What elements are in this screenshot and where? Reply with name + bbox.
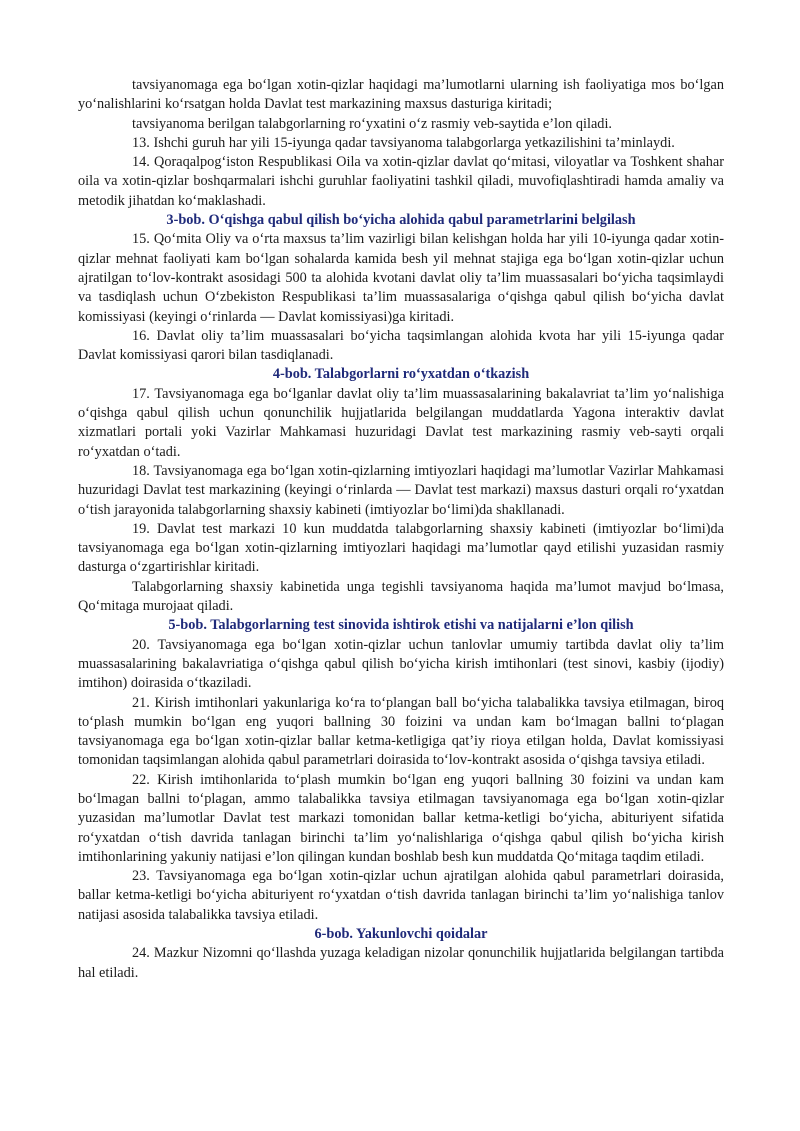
paragraph: 24. Mazkur Nizomni qo‘llashda yuzaga keladigan nizolar qonunchilik hujjatlarida belgilangan tartibda hal etiladi. (78, 945, 724, 981)
chapter-heading: 5-bob. Talabgorlarning test sinovida ishtirok etishi va natijalarni e’lon qilish (168, 617, 634, 634)
paragraph: tavsiyanomaga ega bo‘lgan xotin-qizlar haqidagi ma’lumotlarni ularning ish faoliyatiga mos bo‘lgan yo‘nalishlarini ko‘rsatgan holda Davlat test markazining maxsus dasturiga kiritadi; (78, 77, 724, 113)
paragraph: Talabgorlarning shaxsiy kabinetida unga tegishli tavsiyanoma haqida ma’lumot mavjud bo‘lmasa, Qo‘mitaga murojaat qiladi. (78, 578, 724, 615)
document-page (78, 76, 724, 983)
paragraph: 20. Tavsiyanomaga ega bo‘lgan xotin-qizlar uchun tanlovlar umumiy tartibda davlat oliy ta’lim muassasalarining bakalavriatiga o‘qishga qabul qilish bo‘yicha kirish imtihonlari (test sinovi, kasbiy (ijodiy) imtihon) doirasida o‘tkaziladi. (78, 636, 724, 692)
paragraph: 22. Kirish imtihonlarida to‘plash mumkin bo‘lgan eng yuqori ballning 30 foizini va undan kam bo‘lmagan ballni to‘plagan, ammo talabalikka tavsiya etilmagan tavsiyanomaga ega bo‘lgan xotin-qizlar yuzasidan ma’lumotlar Davlat test markazi tomonidan ballar ketma-ketligi bo‘yicha, abituriyent sifatida ro‘yxatdan o‘tish davrida tanlagan birinchi ta’lim yo‘nalishlariga o‘qishga qabul qilish bo‘yicha kirish imtihonlarining yakuniy natijasi e’lon qilingan kundan boshlab besh kun muddatda Qo‘mitaga taqdim etiladi. (78, 771, 724, 865)
paragraph: 17. Tavsiyanomaga ega bo‘lganlar davlat oliy ta’lim muassasalarining bakalavriat ta’lim yo‘nalishiga o‘qishga qabul qilish uchun qonunchilik hujjatlarida belgilangan muddatlarda Yagona interaktiv davlat xizmatlari portali yoki Vazirlar Mahkamasi huzuridagi Davlat test markazining rasmiy veb-sayti orqali ro‘yxatdan o‘tadi. (78, 385, 724, 460)
chapter-heading: 6-bob. Yakunlovchi qoidalar (314, 926, 488, 943)
paragraph: tavsiyanoma berilgan talabgorlarning ro‘yxatini o‘z rasmiy veb-saytida e’lon qiladi. (132, 115, 612, 132)
paragraph: 19. Davlat test markazi 10 kun muddatda talabgorlarning shaxsiy kabineti (imtiyozlar bo‘limi)da tavsiyanomaga ega bo‘lgan xotin-qizlarning imtiyozlari haqidagi ma’lumotlar qayd etilishi yuzasidan rasmiy dasturga o‘zgartirishlar kiritadi. (78, 520, 724, 576)
chapter-heading: 3-bob. O‘qishga qabul qilish bo‘yicha alohida qabul parametrlarini belgilash (166, 212, 636, 229)
paragraph: 21. Kirish imtihonlari yakunlariga ko‘ra to‘plangan ball bo‘yicha talabalikka tavsiya etilmagan, biroq to‘plash mumkin bo‘lgan eng yuqori ballning 30 foizini va undan kam bo‘lmagan ballni to‘plagan tavsiyanomaga ega bo‘lgan xotin-qizlar ballar ketma-ketligiga qat’iy rioya etilgan holda, Davlat komissiyasi tomonidan taqsimlangan alohida qabul parametrlari doirasida to‘lov-kontrakt asosida o‘qishga tavsiya etiladi. (78, 694, 724, 769)
paragraph: 14. Qoraqalpog‘iston Respublikasi Oila va xotin-qizlar davlat qo‘mitasi, viloyatlar va Toshkent shahar oila va xotin-qizlar boshqarmalari ishchi guruhlar faoliyatini tashkil qiladi, muvofiqlashtiradi hamda amaliy va metodik jihatdan ko‘maklashadi. (78, 154, 724, 209)
paragraph: 18. Tavsiyanomaga ega bo‘lgan xotin-qizlarning imtiyozlari haqidagi ma’lumotlar Vazirlar Mahkamasi huzuridagi Davlat test markazining (keyingi o‘rinlarda — Davlat test markazi) maxsus dasturi orqali ro‘yxatdan o‘tish jarayonida talabgorlarning shaxsiy kabineti (imtiyozlar bo‘limi)da shakllanadi. (78, 462, 724, 518)
paragraph: 13. Ishchi guruh har yili 15-iyunga qadar tavsiyanoma talabgorlarga yetkazilishini ta’minlaydi. (132, 134, 675, 151)
chapter-heading: 4-bob. Talabgorlarni ro‘yxatdan o‘tkazish (272, 366, 530, 383)
paragraph: 16. Davlat oliy ta’lim muassasalari bo‘yicha taqsimlangan alohida kvota har yili 15-iyunga qadar Davlat komissiyasi qarori bilan tasdiqlanadi. (78, 327, 724, 364)
paragraph: 15. Qo‘mita Oliy va o‘rta maxsus ta’lim vazirligi bilan kelishgan holda har yili 10-iyunga qadar xotin-qizlar mehnat faoliyati kam bo‘lgan sohalarda kamida besh yil mehnat stajiga ega bo‘lgan xotin-qizlar uchun ajratilgan to‘lov-kontrakt asosidagi 500 ta alohida kvotani davlat oliy ta’lim muassasalari bo‘yicha taqsimlaydi va tasdiqlash uchun O‘zbekiston Respublikasi ta’lim muassasalariga o‘qishga qabul qilish bo‘yicha davlat komissiyasi (keyingi o‘rinlarda — Davlat komissiyasi)ga kiritadi. (78, 231, 724, 325)
paragraph: 23. Tavsiyanomaga ega bo‘lgan xotin-qizlar uchun ajratilgan alohida qabul parametrlari doirasida, ballar ketma-ketligi bo‘yicha abituriyent ro‘yxatdan o‘tish davrida tanlagan birinchi ta’lim yo‘nalishiga tanlov natijasi asosida talabalikka tavsiya etiladi. (78, 868, 724, 923)
